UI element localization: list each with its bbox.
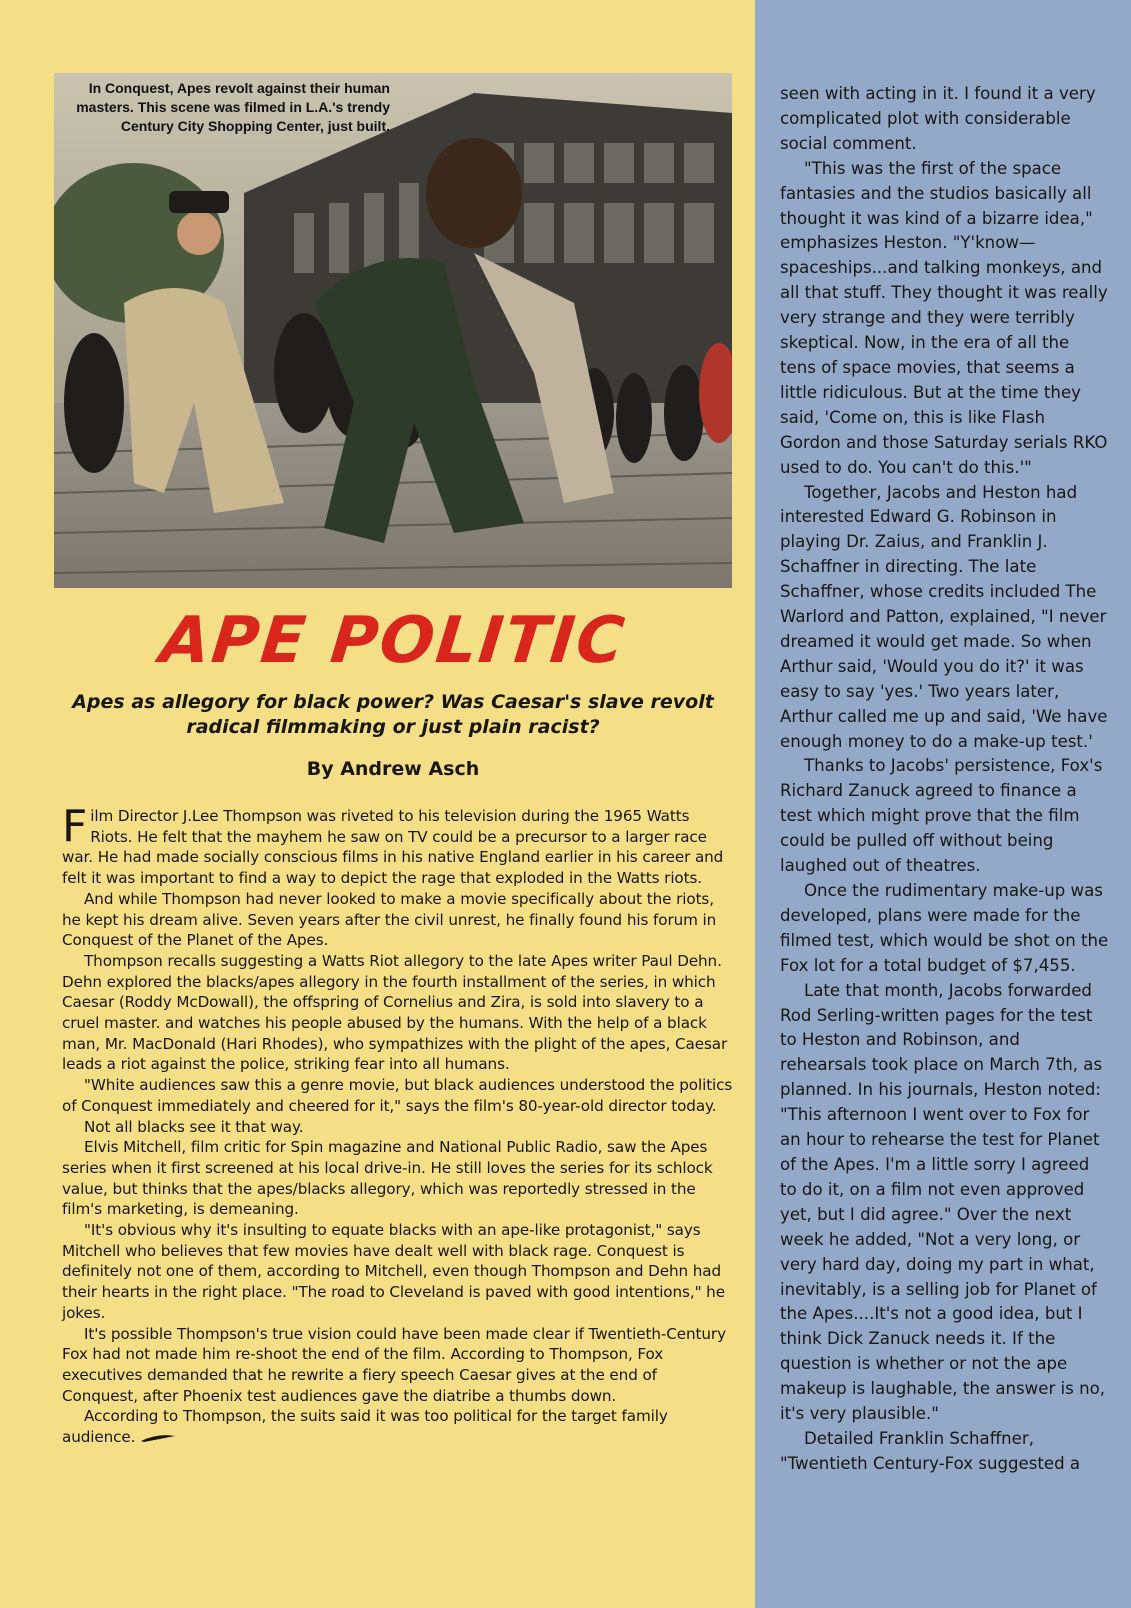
paragraph: Detailed Franklin Schaffner, "Twentieth Century-Fox suggested a	[780, 1428, 1081, 1473]
paragraph: Elvis Mitchell, film critic for Spin magazine and National Public Radio, saw the Apes series when it first screened at his local drive-in. He still loves the series for its schlock value, but thinks that the apes/blacks allegory, which was reportedly stressed in the film's marketing, is demeaning.	[62, 1138, 713, 1219]
photo-illustration	[54, 73, 732, 588]
paragraph: "This was the first of the space fantasies and the studios basically all thought it was kind of a bizarre idea," emphasizes Heston. "Y'know—spaceships...and talking monkeys, and all that stuff. They thought it was really very strange and they were terribly skeptical. Now, in the era of all the tens of space movies, that seems a little ridiculous. But at the time they said, 'Come on, this is like Flash Gordon and those Saturday serials RKO used to do. You can't do this.'"	[780, 158, 1108, 477]
paragraph: Late that month, Jacobs forwarded Rod Serling-written pages for the test to Heston and Robinson, and rehearsals took place on March 7th, as planned. In his journals, Heston noted: "This afternoon I went over to Fox for an hour to rehearse the test for Planet of the Apes. I'm a little sorry I agreed to do it, on a film not even approved yet, but I did agree." Over the next week he added, "Not a very long, or very hard day, doing my part in what, inevitably, is a selling job for Planet of the Apes....It's not a good idea, but I think Dick Zanuck needs it. If the question is whether or not the ape makeup is laughable, the answer is no, it's very plausible."	[780, 980, 1106, 1424]
headline: APE POLITIC	[156, 604, 630, 678]
paragraph: Thompson recalls suggesting a Watts Riot allegory to the late Apes writer Paul Dehn. Dehn explored the blacks/apes allegory in the fourth installment of the series, in which Caesar (Roddy McDowall), the offspring of Cornelius and Zira, is sold into slavery to a cruel master. and watches his people abused by the humans. With the help of a black man, Mr. MacDonald (Hari Rhodes), who sympathizes with the plight of the apes, Caesar leads a riot against the police, striking fear into all humans.	[62, 951, 728, 1074]
end-mark-icon	[140, 1433, 176, 1443]
paragraph: Not all blacks see it that way.	[84, 1117, 304, 1136]
article-body-left	[62, 801, 734, 1448]
drop-cap: F	[62, 801, 88, 852]
paragraph: According to Thompson, the suits said it was too political for the target family audience.	[62, 1407, 668, 1447]
article-photo	[54, 73, 732, 588]
paragraph: Thanks to Jacobs' persistence, Fox's Richard Zanuck agreed to finance a test which might prove that the film could be pulled off without being laughed out of theatres.	[780, 756, 1103, 876]
deck-subtitle: Apes as allegory for black power? Was Caesar's slave revolt radical filmmaking or just plain racist?	[72, 691, 714, 738]
paragraph: "White audiences saw this a genre movie, but black audiences understood the politics of Conquest immediately and cheered for it," says the film's 80-year-old director today.	[62, 1076, 733, 1115]
paragraph: seen with acting in it. I found it a very complicated plot with considerable social comment.	[780, 84, 1096, 153]
paragraph: Film Director J.Lee Thompson was riveted to his television during the 1965 Watts Riots. He felt that the mayhem he saw on TV could be a precursor to a larger race war. He had made socially conscious films in his native England earlier in his career and felt it was important to find a way to depict the rage that exploded in the Watts riots.	[62, 801, 724, 888]
article-body-right	[780, 82, 1110, 1477]
paragraph: "It's obvious why it's insulting to equate blacks with an ape-like protagonist," says Mitchell who believes that few movies have dealt well with black rage. Conquest is definitely not one of them, according to Mitchell, even though Thompson and Dehn had their hearts in the right place. "The road to Cleveland is paved with good intentions," he jokes.	[62, 1221, 725, 1322]
photo-caption: In Conquest, Apes revolt against their human masters. This scene was filmed in L.A.'s trendy Century City Shopping Center, just built.	[76, 80, 390, 134]
byline: By Andrew Asch	[306, 758, 480, 780]
paragraph: It's possible Thompson's true vision could have been made clear if Twentieth-Century Fox had not made him re-shoot the end of the film. According to Thompson, Fox executives demanded that he rewrite a fiery speech Caesar gives at the end of Conquest, after Phoenix test audiences gave the diatribe a thumbs down.	[62, 1324, 726, 1405]
paragraph: And while Thompson had never looked to make a movie specifically about the riots, he kept his dream alive. Seven years after the civil unrest, he finally found his forum in Conquest of the Planet of the Apes.	[62, 889, 717, 950]
paragraph: Together, Jacobs and Heston had interested Edward G. Robinson in playing Dr. Zaius, and Franklin J. Schaffner in directing. The late Schaffner, whose credits included The Warlord and Patton, explained, "I never dreamed it would get made. So when Arthur said, 'Would you do it?' it was easy to say 'yes.' Two years later, Arthur called me up and said, 'We have enough money to do a make-up test.'	[780, 482, 1108, 751]
paragraph: Once the rudimentary make-up was developed, plans were made for the filmed test, which would be shot on the Fox lot for a total budget of $7,455.	[780, 881, 1109, 975]
